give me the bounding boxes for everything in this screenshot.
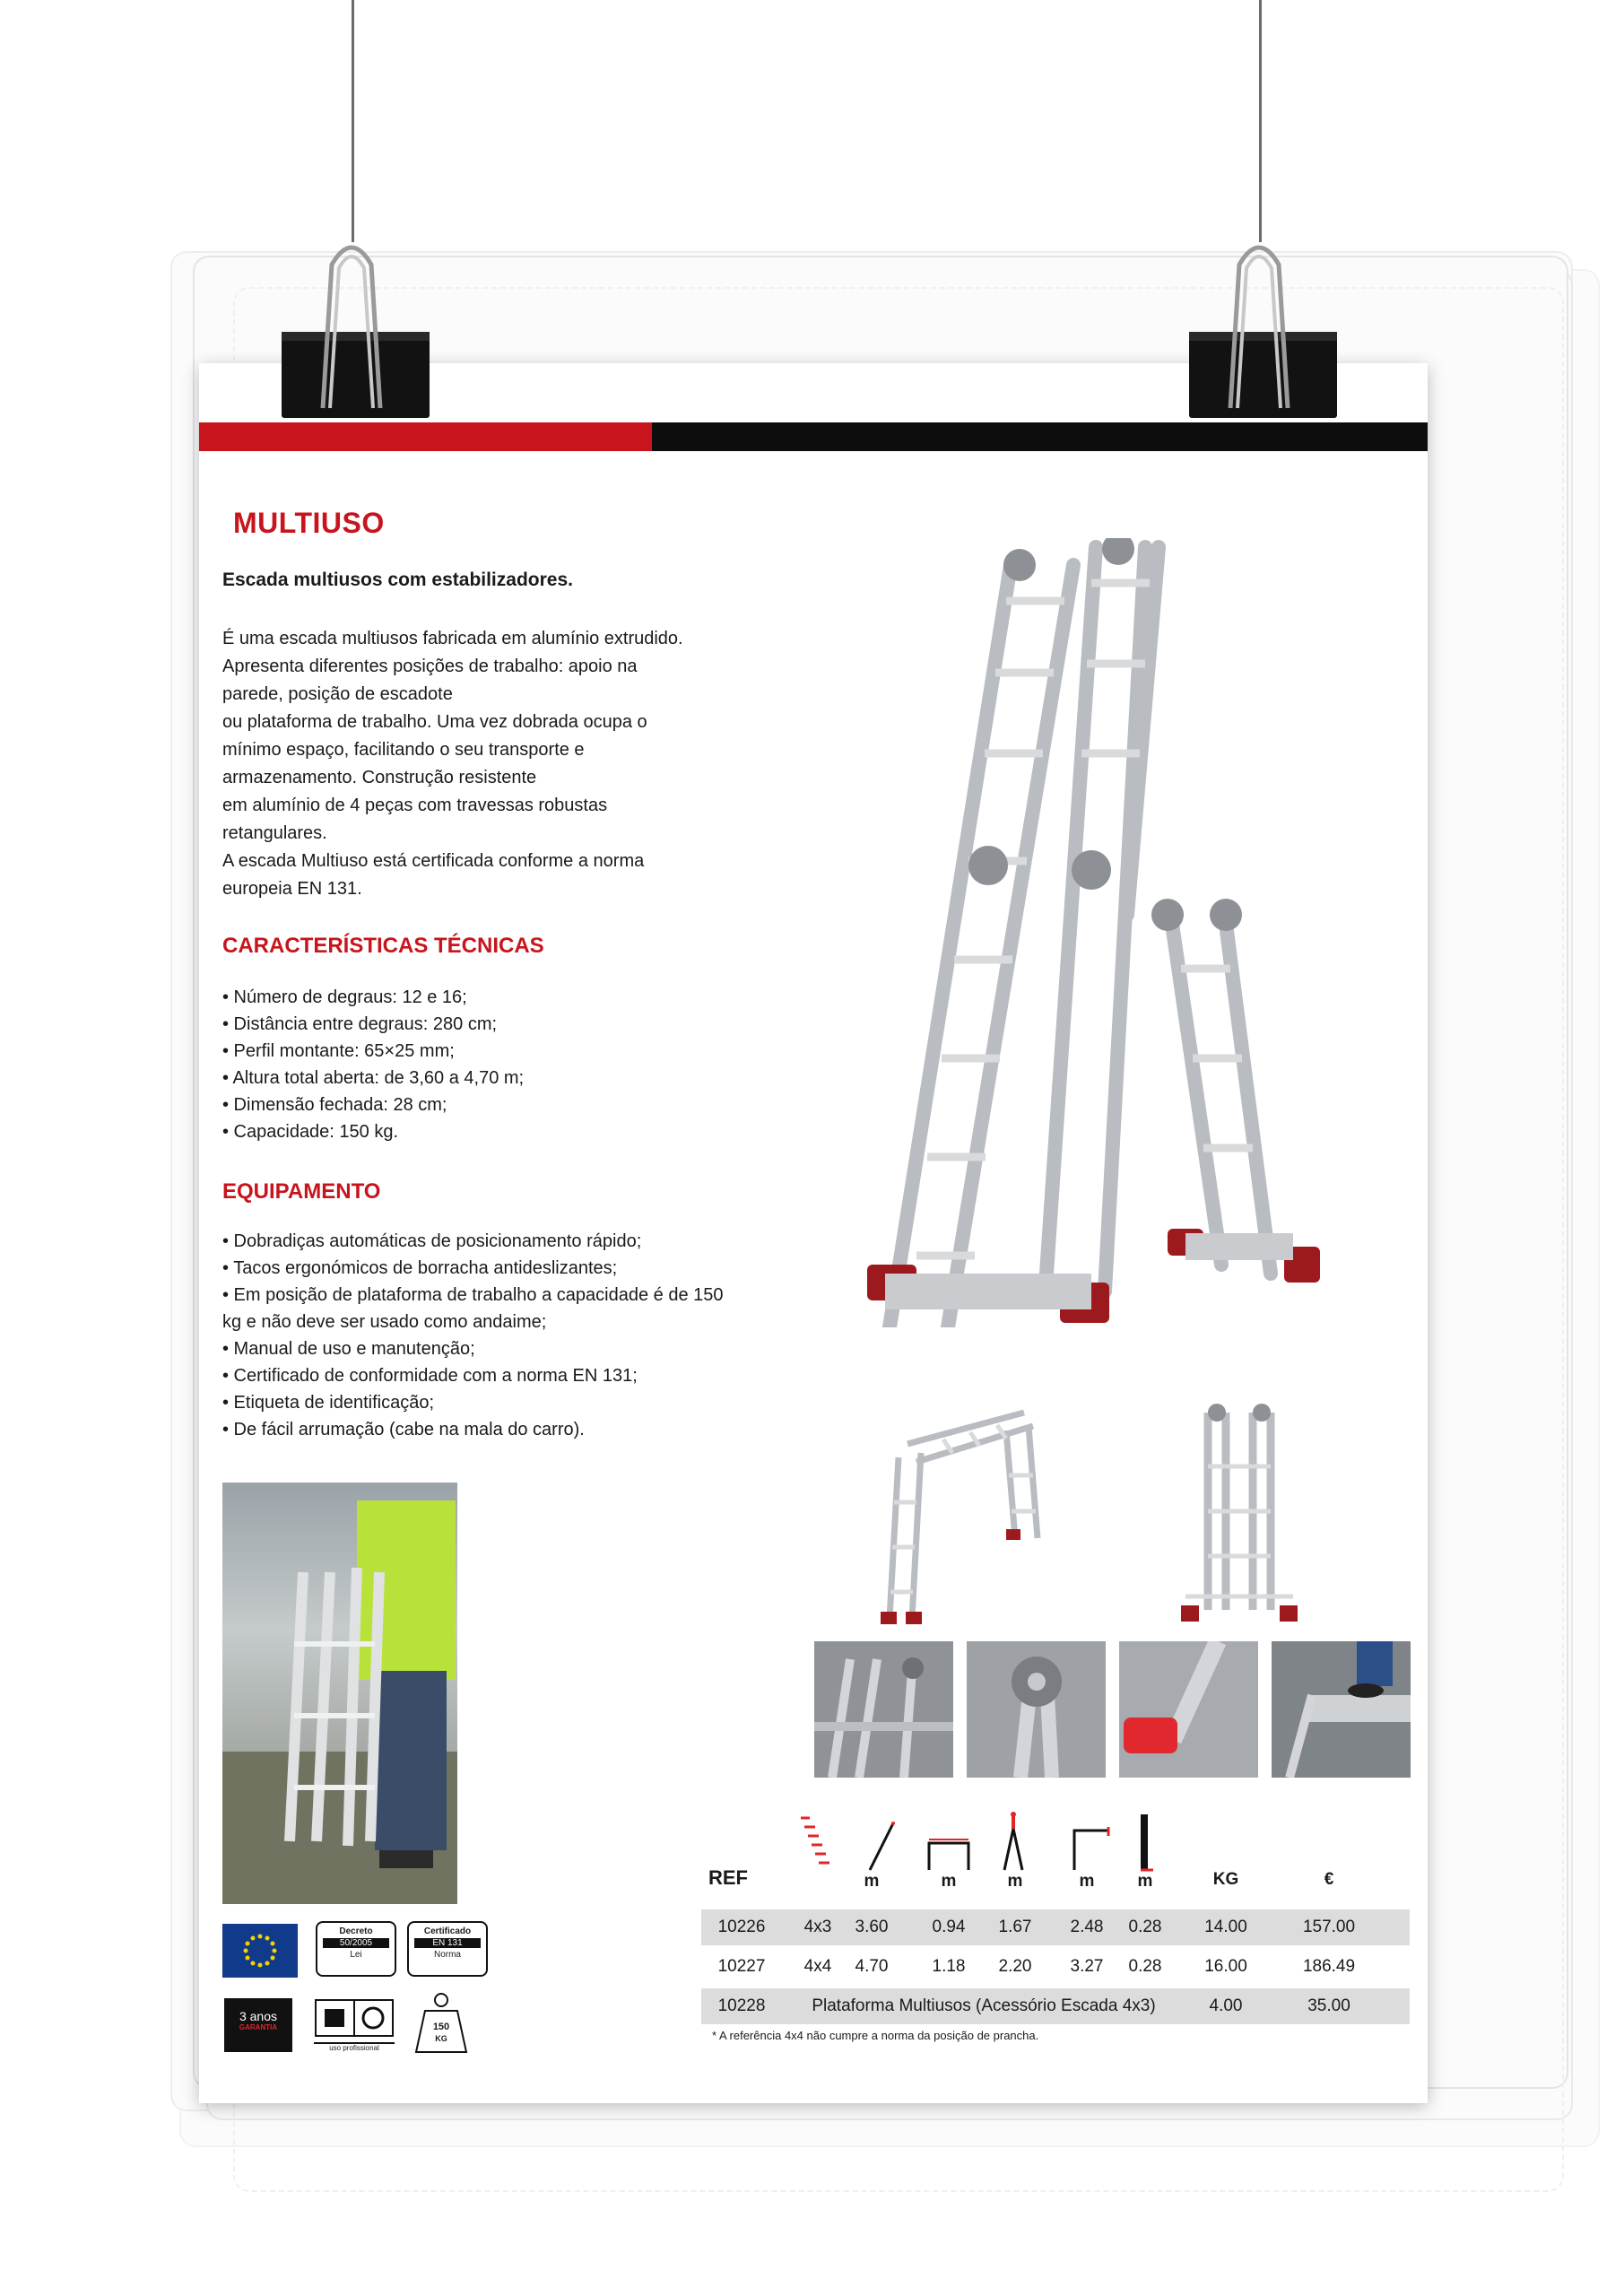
cell-folded: 0.28 bbox=[1128, 1957, 1162, 1976]
warranty-badge bbox=[224, 1998, 292, 2052]
description-line: É uma escada multiusos fabricada em alumínio extrudido. bbox=[222, 629, 683, 648]
list-item: kg e não deve ser usado como andaime; bbox=[222, 1312, 547, 1332]
header-unit: m bbox=[1007, 1872, 1023, 1891]
decreto-number: 50/2005 bbox=[323, 1938, 389, 1948]
list-item: • Certificado de conformidade com a norma EN 131; bbox=[222, 1366, 638, 1386]
list-item: • De fácil arrumação (cabe na mala do carro). bbox=[222, 1420, 585, 1439]
description-line: ou plataforma de trabalho. Uma vez dobrada ocupa o bbox=[222, 712, 647, 732]
list-item: • Etiqueta de identificação; bbox=[222, 1393, 435, 1413]
description-line: em alumínio de 4 peças com travessas robustas bbox=[222, 796, 608, 815]
cell-base: 0.94 bbox=[932, 1918, 966, 1936]
cell-platform: 3.27 bbox=[1070, 1957, 1104, 1976]
eu-stars-icon bbox=[222, 1924, 298, 1978]
list-item: • Altura total aberta: de 3,60 a 4,70 m; bbox=[222, 1068, 525, 1088]
cell-price: 157.00 bbox=[1302, 1918, 1356, 1936]
hanging-string-right bbox=[1259, 0, 1262, 242]
equipment-heading: EQUIPAMENTO bbox=[222, 1179, 381, 1204]
professional-use-badge bbox=[314, 1998, 395, 2052]
cell-price: 186.49 bbox=[1302, 1957, 1356, 1976]
binder-clip-wire-left bbox=[305, 229, 404, 417]
certificado-badge bbox=[407, 1921, 488, 1977]
list-item: • Perfil montante: 65×25 mm; bbox=[222, 1041, 455, 1061]
cell-base: 1.18 bbox=[932, 1957, 966, 1976]
working-height-icon bbox=[997, 1811, 1033, 1874]
cell-length: 4.70 bbox=[855, 1957, 889, 1976]
header-kg: KG bbox=[1212, 1870, 1239, 1889]
cell-height: 1.67 bbox=[998, 1918, 1032, 1936]
description-line: retangulares. bbox=[222, 823, 327, 843]
product-sheet bbox=[199, 363, 1428, 2103]
cell-height: 2.20 bbox=[998, 1957, 1032, 1976]
cell-platform: 2.48 bbox=[1070, 1918, 1104, 1936]
list-item: • Capacidade: 150 kg. bbox=[222, 1122, 399, 1142]
list-item: • Número de degraus: 12 e 16; bbox=[222, 987, 467, 1007]
ladder-length-icon bbox=[863, 1820, 899, 1874]
professional-use-label: uso profissional bbox=[314, 2042, 395, 2052]
description-line: armazenamento. Construção resistente bbox=[222, 768, 537, 787]
list-item: • Distância entre degraus: 280 cm; bbox=[222, 1014, 498, 1034]
header-band-red bbox=[199, 422, 652, 451]
tech-heading: CARACTERÍSTICAS TÉCNICAS bbox=[222, 934, 544, 958]
description-line: parede, posição de escadote bbox=[222, 684, 453, 704]
professional-tools-icon bbox=[314, 1998, 395, 2038]
cell-config: 4x4 bbox=[803, 1957, 832, 1976]
platform-detail-icon bbox=[1272, 1641, 1411, 1778]
product-description bbox=[222, 625, 832, 903]
cert-sub: Norma bbox=[433, 1950, 461, 1960]
platform-height-icon bbox=[1069, 1823, 1114, 1874]
header-price: € bbox=[1324, 1870, 1334, 1889]
cell-config: 4x3 bbox=[803, 1918, 832, 1936]
ladder-folded-image bbox=[1168, 1395, 1311, 1628]
table-row bbox=[701, 1949, 1410, 1985]
folded-size-icon bbox=[1132, 1811, 1159, 1874]
detail-thumbnail-platform bbox=[1272, 1641, 1411, 1778]
hanging-string-left bbox=[352, 0, 354, 242]
product-subtitle: Escada multiusos com estabilizadores. bbox=[222, 570, 573, 590]
detail-thumbnail-hinge-joint bbox=[967, 1641, 1106, 1778]
cell-folded: 0.28 bbox=[1128, 1918, 1162, 1936]
spec-table-header bbox=[701, 1811, 1410, 1900]
ladder-platform-image bbox=[872, 1404, 1042, 1628]
table-row bbox=[701, 1909, 1410, 1945]
capacity-unit: KG bbox=[435, 2034, 447, 2043]
cell-kg: 14.00 bbox=[1204, 1918, 1247, 1936]
rubber-foot-icon bbox=[1119, 1641, 1258, 1778]
header-unit: m bbox=[1137, 1872, 1153, 1891]
cert-title: Certificado bbox=[423, 1926, 472, 1936]
header-ref: REF bbox=[708, 1866, 748, 1889]
capacity-value: 150 bbox=[432, 2022, 450, 2032]
decreto-badge bbox=[316, 1921, 396, 1977]
cell-kg: 4.00 bbox=[1209, 1996, 1243, 2015]
warranty-years: 3 anos bbox=[239, 2009, 278, 2023]
ladder-main-image bbox=[863, 538, 1365, 1327]
equipment-list bbox=[222, 1228, 850, 1443]
tech-list bbox=[222, 984, 850, 1145]
steps-icon bbox=[797, 1814, 833, 1868]
list-item: • Tacos ergonómicos de borracha antideslizantes; bbox=[222, 1258, 618, 1278]
warranty-label: GARANTIA bbox=[239, 2023, 278, 2031]
list-item: • Dobradiças automáticas de posicionamento rápido; bbox=[222, 1231, 642, 1251]
cell-length: 3.60 bbox=[855, 1918, 889, 1936]
cell-kg: 16.00 bbox=[1204, 1957, 1247, 1976]
decreto-sub: Lei bbox=[350, 1950, 362, 1960]
base-width-icon bbox=[924, 1838, 974, 1874]
cell-price: 35.00 bbox=[1307, 1996, 1350, 2015]
list-item: • Manual de uso e manutenção; bbox=[222, 1339, 475, 1359]
decreto-title: Decreto bbox=[339, 1926, 373, 1936]
header-unit: m bbox=[941, 1872, 957, 1891]
worker-illustration bbox=[222, 1483, 457, 1904]
description-line: A escada Multiuso está certificada conforme a norma bbox=[222, 851, 645, 871]
person-carrying-ladder-photo bbox=[222, 1483, 457, 1904]
detail-thumbnail-rubber-foot bbox=[1119, 1641, 1258, 1778]
capacity-badge bbox=[414, 1991, 468, 2056]
list-item: • Em posição de plataforma de trabalho a capacidade é de 150 bbox=[222, 1285, 724, 1305]
product-title: MULTIUSO bbox=[233, 507, 385, 539]
header-unit: m bbox=[864, 1872, 880, 1891]
table-row bbox=[701, 1988, 1410, 2024]
cell-ref: 10226 bbox=[717, 1918, 766, 1936]
joint-detail-icon bbox=[967, 1641, 1106, 1778]
header-unit: m bbox=[1079, 1872, 1095, 1891]
list-item: • Dimensão fechada: 28 cm; bbox=[222, 1095, 447, 1115]
cert-number: EN 131 bbox=[414, 1938, 481, 1948]
description-line: europeia EN 131. bbox=[222, 879, 362, 899]
table-footnote: * A referência 4x4 não cumpre a norma da posição de prancha. bbox=[712, 2029, 1039, 2042]
binder-clip-wire-right bbox=[1212, 229, 1311, 417]
cell-ref: 10228 bbox=[717, 1996, 766, 2015]
detail-thumbnail-hinge-top bbox=[814, 1641, 953, 1778]
hinge-detail-icon bbox=[814, 1641, 953, 1778]
cell-ref: 10227 bbox=[717, 1957, 766, 1976]
description-line: mínimo espaço, facilitando o seu transporte e bbox=[222, 740, 585, 760]
header-band-black bbox=[652, 422, 1428, 451]
description-line: Apresenta diferentes posições de trabalho: apoio na bbox=[222, 657, 638, 676]
cell-accessory-desc: Plataforma Multiusos (Acessório Escada 4x3) bbox=[812, 1996, 1156, 2015]
eu-flag-badge bbox=[222, 1924, 298, 1978]
